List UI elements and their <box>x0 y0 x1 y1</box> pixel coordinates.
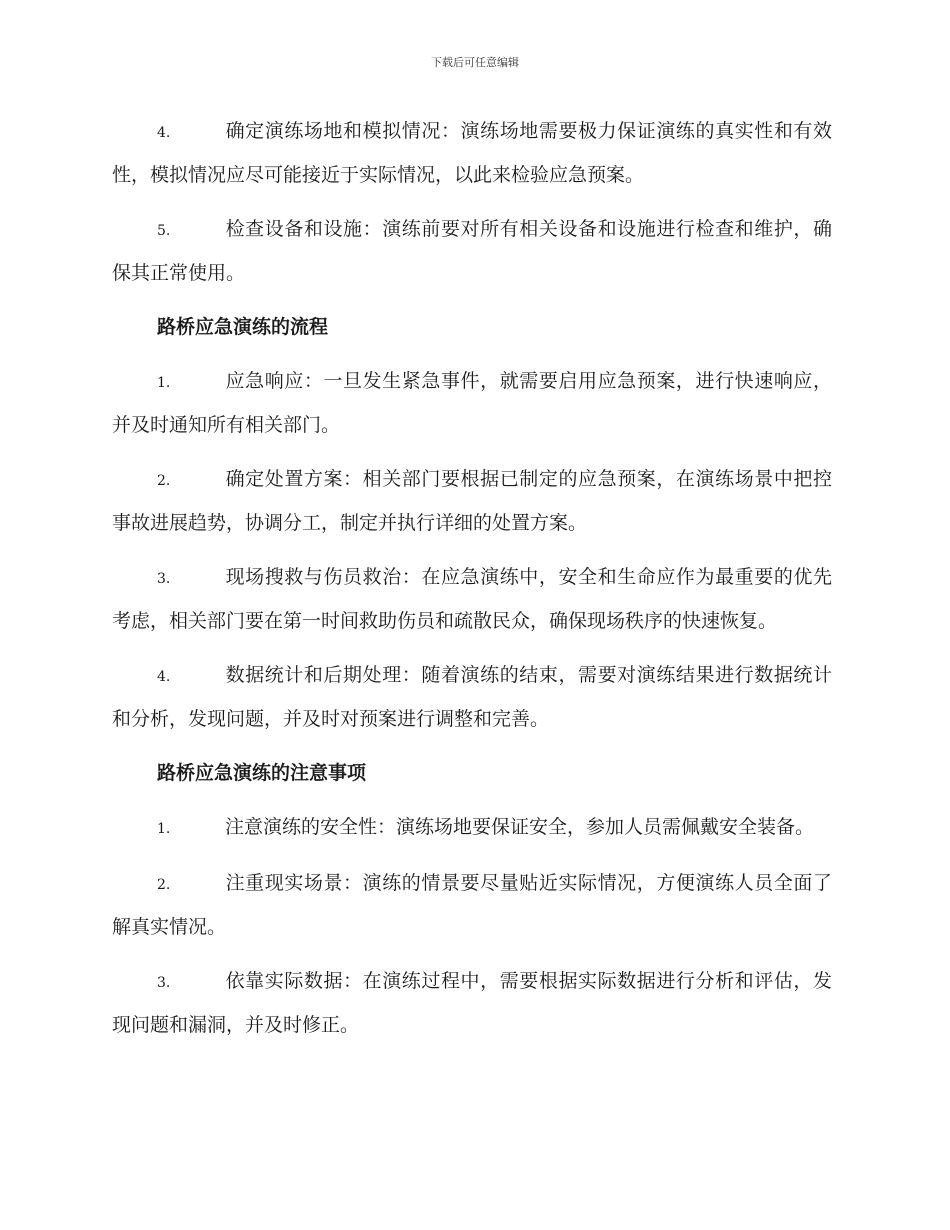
item-text: 注重现实场景：演练的情景要尽量贴近实际情况，方便演练人员全面了解真实情况。 <box>112 872 832 938</box>
item-number: 2. <box>157 877 171 893</box>
item-text: 现场搜救与伤员救治：在应急演练中，安全和生命应作为最重要的优先考虑，相关部门要在第一时间救助伤员和疏散民众，确保现场秩序的快速恢复。 <box>112 566 832 632</box>
item-text: 依靠实际数据：在演练过程中，需要根据实际数据进行分析和评估，发现问题和漏洞，并及时修正。 <box>112 970 832 1036</box>
item-number: 3. <box>157 571 171 587</box>
section-heading-notes: 路桥应急演练的注意事项 <box>157 762 367 784</box>
item-number: 4. <box>157 669 171 685</box>
item-text: 注意演练的安全性：演练场地要保证安全，参加人员需佩戴安全装备。 <box>225 816 815 838</box>
list-item <box>112 208 832 294</box>
item-number: 3. <box>157 975 171 991</box>
document-body <box>112 110 832 1058</box>
section-heading-process: 路桥应急演练的流程 <box>157 316 329 338</box>
list-item <box>112 556 832 642</box>
page-header: 下载后可任意编辑 <box>431 56 519 69</box>
item-number: 2. <box>157 473 171 489</box>
item-text: 数据统计和后期处理：随着演练的结束，需要对演练结果进行数据统计和分析，发现问题，并及时对预案进行调整和完善。 <box>112 664 832 730</box>
item-text: 检查设备和设施：演练前要对所有相关设备和设施进行检查和维护，确保其正常使用。 <box>112 218 832 284</box>
item-text: 确定演练场地和模拟情况：演练场地需要极力保证演练的真实性和有效性，模拟情况应尽可能接近于实际情况，以此来检验应急预案。 <box>112 120 832 186</box>
item-text: 应急响应：一旦发生紧急事件，就需要启用应急预案，进行快速响应，并及时通知所有相关部门。 <box>112 370 832 436</box>
item-number: 1. <box>157 375 171 391</box>
list-item <box>112 654 832 740</box>
list-item <box>112 960 832 1046</box>
list-item <box>112 458 832 544</box>
item-number: 1. <box>157 821 171 837</box>
item-text: 确定处置方案：相关部门要根据已制定的应急预案，在演练场景中把控事故进展趋势，协调分工，制定并执行详细的处置方案。 <box>112 468 832 534</box>
list-item <box>112 360 832 446</box>
item-number: 4. <box>157 125 171 141</box>
list-item <box>112 806 832 850</box>
list-item <box>112 862 832 948</box>
list-item <box>112 110 832 196</box>
item-number: 5. <box>157 223 171 239</box>
